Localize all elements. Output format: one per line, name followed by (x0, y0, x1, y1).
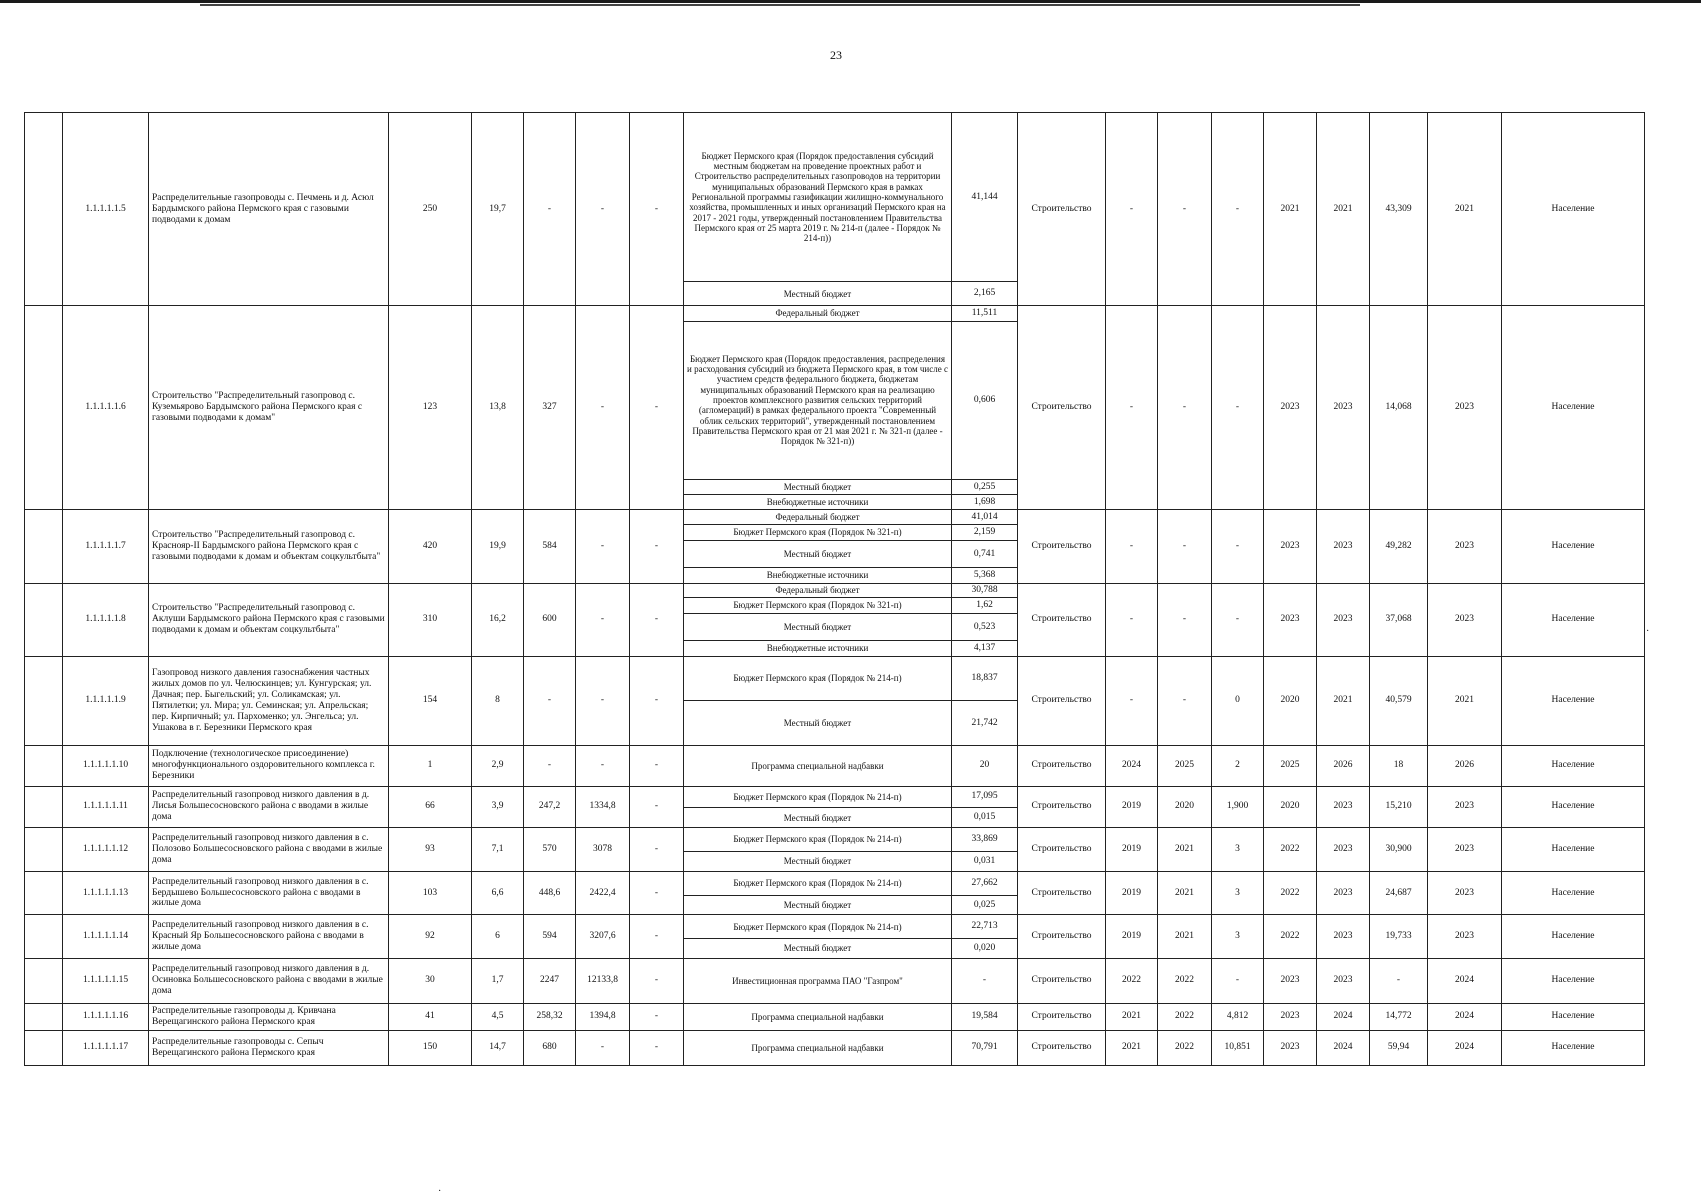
funding-source: Местный бюджет (684, 479, 952, 494)
pipe-length: 30 (389, 958, 472, 1003)
table-row (25, 583, 1645, 597)
build-cost: 40,579 (1370, 656, 1428, 746)
object-name: Распределительный газопровод низкого давления в с. Красный Яр Большесосновского района с вводами в жилые дома (149, 915, 389, 959)
table-row (25, 510, 1645, 524)
funding-amount: 0,606 (952, 321, 1018, 479)
column-value: 3078 (576, 828, 630, 872)
pipe-length: 92 (389, 915, 472, 959)
design-end: 2021 (1158, 871, 1212, 915)
build-cost: 14,772 (1370, 1003, 1428, 1030)
funding-amount: 0,523 (952, 614, 1018, 641)
row-id: 1.1.1.1.1.10 (63, 746, 149, 786)
build-cost: 37,068 (1370, 583, 1428, 656)
commission-year: 2023 (1428, 583, 1502, 656)
design-start: - (1106, 583, 1158, 656)
funding-source: Местный бюджет (684, 614, 952, 641)
design-cost: - (1212, 510, 1264, 583)
row-marker-cell (25, 786, 63, 827)
funding-amount: 41,014 (952, 510, 1018, 524)
funding-source: Бюджет Пермского края (Порядок № 321-п) (684, 524, 952, 540)
funding-source: Федеральный бюджет (684, 583, 952, 597)
column-value: - (630, 828, 684, 872)
design-cost: 3 (1212, 828, 1264, 872)
build-start: 2023 (1264, 1030, 1317, 1065)
object-name: Строительство "Распределительный газопровод с. Краснояр-II Бардымского района Пермского края с газовыми подводами к домам и объектам соцкультбыта" (149, 510, 389, 583)
consumer-category: Население (1502, 113, 1645, 306)
design-start: - (1106, 306, 1158, 510)
pipe-length: 123 (389, 306, 472, 510)
funding-source: Бюджет Пермского края (Порядок № 214-п) (684, 786, 952, 808)
scan-border-top (0, 0, 1701, 3)
row-id: 1.1.1.1.1.11 (63, 786, 149, 827)
funding-source: Бюджет Пермского края (Порядок № 321-п) (684, 597, 952, 613)
funding-amount: 0,031 (952, 852, 1018, 872)
build-end: 2026 (1317, 746, 1370, 786)
pipe-length: 310 (389, 583, 472, 656)
pressure-value: 6,6 (472, 871, 524, 915)
design-cost: 3 (1212, 915, 1264, 959)
pressure-value: 8 (472, 656, 524, 746)
column-value: 1334,8 (576, 786, 630, 827)
object-name: Строительство "Распределительный газопровод с. Куземьярово Бардымского района Пермского края с газовыми подводами к домам" (149, 306, 389, 510)
row-id: 1.1.1.1.1.15 (63, 958, 149, 1003)
commission-year: 2023 (1428, 915, 1502, 959)
pipe-length: 250 (389, 113, 472, 306)
funding-amount: 30,788 (952, 583, 1018, 597)
funding-amount: 2,165 (952, 282, 1018, 306)
commission-year: 2021 (1428, 113, 1502, 306)
column-value: 258,32 (524, 1003, 576, 1030)
funding-amount: 5,368 (952, 568, 1018, 583)
build-start: 2021 (1264, 113, 1317, 306)
funding-amount: 20 (952, 746, 1018, 786)
column-value: 2422,4 (576, 871, 630, 915)
row-marker-cell (25, 113, 63, 306)
table-row (25, 746, 1645, 786)
table-row (25, 1003, 1645, 1030)
column-value: - (576, 1030, 630, 1065)
design-start: - (1106, 656, 1158, 746)
row-marker-cell (25, 828, 63, 872)
commission-year: 2023 (1428, 306, 1502, 510)
design-end: - (1158, 583, 1212, 656)
design-start: 2021 (1106, 1030, 1158, 1065)
build-start: 2020 (1264, 786, 1317, 827)
page-number: 23 (830, 48, 842, 62)
consumer-category: Население (1502, 871, 1645, 915)
funding-amount: 41,144 (952, 113, 1018, 282)
column-value: 680 (524, 1030, 576, 1065)
funding-amount: 2,159 (952, 524, 1018, 540)
funding-amount: 70,791 (952, 1030, 1018, 1065)
pressure-value: 19,9 (472, 510, 524, 583)
funding-source: Программа специальной надбавки (684, 1003, 952, 1030)
pressure-value: 19,7 (472, 113, 524, 306)
funding-amount: 0,255 (952, 479, 1018, 494)
object-name: Распределительный газопровод низкого давления в д. Лисья Большесосновского района с вводами в жилые дома (149, 786, 389, 827)
funding-amount: 0,025 (952, 895, 1018, 915)
column-value: 12133,8 (576, 958, 630, 1003)
funding-amount: 1,62 (952, 597, 1018, 613)
pressure-value: 13,8 (472, 306, 524, 510)
build-end: 2021 (1317, 113, 1370, 306)
design-cost: 1,900 (1212, 786, 1264, 827)
consumer-category: Население (1502, 583, 1645, 656)
row-id: 1.1.1.1.1.7 (63, 510, 149, 583)
pipe-length: 41 (389, 1003, 472, 1030)
funding-amount: 0,741 (952, 540, 1018, 567)
object-name: Распределительные газопроводы д. Кривчана Верещагинского района Пермского края (149, 1003, 389, 1030)
design-start: 2022 (1106, 958, 1158, 1003)
build-cost: 24,687 (1370, 871, 1428, 915)
design-start: - (1106, 510, 1158, 583)
column-value: - (576, 746, 630, 786)
funding-source: Программа специальной надбавки (684, 1030, 952, 1065)
funding-source: Внебюджетные источники (684, 568, 952, 583)
pressure-value: 7,1 (472, 828, 524, 872)
row-marker-cell (25, 583, 63, 656)
column-value: - (524, 656, 576, 746)
column-value: - (630, 656, 684, 746)
funding-amount: - (952, 958, 1018, 1003)
pressure-value: 3,9 (472, 786, 524, 827)
commission-year: 2026 (1428, 746, 1502, 786)
build-start: 2025 (1264, 746, 1317, 786)
funding-amount: 21,742 (952, 701, 1018, 746)
table-row (25, 828, 1645, 852)
row-marker-cell (25, 915, 63, 959)
funding-source: Внебюджетные источники (684, 641, 952, 656)
column-value: - (630, 1030, 684, 1065)
funding-amount: 4,137 (952, 641, 1018, 656)
table-row (25, 1030, 1645, 1065)
funding-source: Местный бюджет (684, 540, 952, 567)
funding-amount: 22,713 (952, 915, 1018, 939)
build-cost: 30,900 (1370, 828, 1428, 872)
work-type: Строительство (1018, 583, 1106, 656)
funding-source: Федеральный бюджет (684, 510, 952, 524)
funding-amount: 17,095 (952, 786, 1018, 808)
pressure-value: 4,5 (472, 1003, 524, 1030)
design-start: 2019 (1106, 828, 1158, 872)
column-value: 1394,8 (576, 1003, 630, 1030)
work-type: Строительство (1018, 958, 1106, 1003)
design-cost: - (1212, 583, 1264, 656)
column-value: - (630, 113, 684, 306)
design-end: 2022 (1158, 1030, 1212, 1065)
funding-source: Инвестиционная программа ПАО "Газпром" (684, 958, 952, 1003)
funding-source: Федеральный бюджет (684, 306, 952, 321)
object-name: Распределительный газопровод низкого давления в с. Бердышево Большесосновского района с вводами в жилые дома (149, 871, 389, 915)
work-type: Строительство (1018, 510, 1106, 583)
pipe-length: 103 (389, 871, 472, 915)
build-end: 2023 (1317, 871, 1370, 915)
commission-year: 2024 (1428, 958, 1502, 1003)
funding-source: Местный бюджет (684, 701, 952, 746)
row-marker-cell (25, 306, 63, 510)
column-value: 448,6 (524, 871, 576, 915)
design-cost: - (1212, 306, 1264, 510)
build-end: 2023 (1317, 786, 1370, 827)
column-value: - (630, 871, 684, 915)
column-value: - (630, 306, 684, 510)
row-id: 1.1.1.1.1.14 (63, 915, 149, 959)
table-row (25, 656, 1645, 701)
build-end: 2023 (1317, 958, 1370, 1003)
column-value: - (576, 583, 630, 656)
object-name: Подключение (технологическое присоединение) многофункционального оздоровительного комплекса г. Березники (149, 746, 389, 786)
design-end: - (1158, 656, 1212, 746)
pipe-length: 420 (389, 510, 472, 583)
build-start: 2023 (1264, 583, 1317, 656)
design-cost: - (1212, 113, 1264, 306)
object-name: Газопровод низкого давления газоснабжения частных жилых домов по ул. Челюскинцев; ул. Кунгурская; ул. Дачная; пер. Быгельский; ул. Соликамская; ул. Пятилетки; ул. Мира; ул. Семинская; ул. Апрельская; пер. Кирпичный; ул. Пархоменко; ул. Энгельса; ул. Ушакова в г. Березники Пермского края (149, 656, 389, 746)
row-id: 1.1.1.1.1.16 (63, 1003, 149, 1030)
column-value: - (630, 583, 684, 656)
build-start: 2022 (1264, 915, 1317, 959)
funding-source: Бюджет Пермского края (Порядок предоставления субсидий местным бюджетам на проведение проектных работ и Строительство распределительных газопроводов на территории муниципальных образований Пермского края в рамках Региональной программы газификации жилищно-коммунального хозяйства, промышленных и иных организаций Пермского края на 2017 - 2021 годы, утвержденный постановлением Правительства Пермского края от 25 марта 2019 г. № 214-п (далее - Порядок № 214-п)) (684, 113, 952, 282)
build-end: 2023 (1317, 915, 1370, 959)
work-type: Строительство (1018, 1003, 1106, 1030)
row-marker-cell (25, 510, 63, 583)
funding-amount: 0,020 (952, 939, 1018, 959)
commission-year: 2023 (1428, 871, 1502, 915)
build-start: 2023 (1264, 958, 1317, 1003)
funding-amount: 27,662 (952, 871, 1018, 895)
funding-source: Местный бюджет (684, 808, 952, 828)
column-value: 594 (524, 915, 576, 959)
consumer-category: Население (1502, 656, 1645, 746)
row-id: 1.1.1.1.1.13 (63, 871, 149, 915)
column-value: - (576, 656, 630, 746)
work-type: Строительство (1018, 915, 1106, 959)
row-marker-cell (25, 1003, 63, 1030)
scan-speck: · (438, 1186, 442, 1197)
design-cost: 3 (1212, 871, 1264, 915)
work-type: Строительство (1018, 786, 1106, 827)
funding-source: Местный бюджет (684, 895, 952, 915)
pipe-length: 93 (389, 828, 472, 872)
table-row (25, 871, 1645, 895)
build-cost: 43,309 (1370, 113, 1428, 306)
build-cost: 14,068 (1370, 306, 1428, 510)
funding-source: Бюджет Пермского края (Порядок № 214-п) (684, 871, 952, 895)
build-start: 2020 (1264, 656, 1317, 746)
build-start: 2023 (1264, 510, 1317, 583)
funding-amount: 33,869 (952, 828, 1018, 852)
column-value: - (630, 915, 684, 959)
design-end: 2020 (1158, 786, 1212, 827)
column-value: - (630, 1003, 684, 1030)
funding-amount: 0,015 (952, 808, 1018, 828)
table-row (25, 786, 1645, 808)
commission-year: 2023 (1428, 828, 1502, 872)
consumer-category: Население (1502, 915, 1645, 959)
row-id: 1.1.1.1.1.12 (63, 828, 149, 872)
funding-source: Бюджет Пермского края (Порядок № 214-п) (684, 828, 952, 852)
design-end: - (1158, 113, 1212, 306)
design-end: 2022 (1158, 1003, 1212, 1030)
build-cost: 15,210 (1370, 786, 1428, 827)
column-value: 247,2 (524, 786, 576, 827)
consumer-category: Население (1502, 958, 1645, 1003)
object-name: Распределительный газопровод низкого давления в с. Полозово Большесосновского района с вводами в жилые дома (149, 828, 389, 872)
design-cost: 0 (1212, 656, 1264, 746)
build-end: 2023 (1317, 306, 1370, 510)
object-name: Строительство "Распределительный газопровод с. Аклуши Бардымского района Пермского края с газовыми подводами к домам и объектам соцкультбыта" (149, 583, 389, 656)
work-type: Строительство (1018, 1030, 1106, 1065)
column-value: 3207,6 (576, 915, 630, 959)
work-type: Строительство (1018, 656, 1106, 746)
consumer-category: Население (1502, 1030, 1645, 1065)
row-marker-cell (25, 871, 63, 915)
build-cost: 18 (1370, 746, 1428, 786)
design-end: - (1158, 306, 1212, 510)
column-value: 327 (524, 306, 576, 510)
build-start: 2023 (1264, 1003, 1317, 1030)
funding-source: Внебюджетные источники (684, 495, 952, 510)
work-type: Строительство (1018, 306, 1106, 510)
work-type: Строительство (1018, 113, 1106, 306)
pressure-value: 16,2 (472, 583, 524, 656)
scan-border-line (200, 4, 1360, 6)
build-end: 2023 (1317, 583, 1370, 656)
row-marker-cell (25, 746, 63, 786)
design-start: 2019 (1106, 915, 1158, 959)
design-start: 2019 (1106, 871, 1158, 915)
work-type: Строительство (1018, 871, 1106, 915)
build-end: 2024 (1317, 1003, 1370, 1030)
build-start: 2023 (1264, 306, 1317, 510)
consumer-category: Население (1502, 306, 1645, 510)
column-value: - (576, 306, 630, 510)
table-row (25, 113, 1645, 282)
pipe-length: 154 (389, 656, 472, 746)
consumer-category: Население (1502, 746, 1645, 786)
build-start: 2022 (1264, 871, 1317, 915)
commission-year: 2023 (1428, 786, 1502, 827)
commission-year: 2023 (1428, 510, 1502, 583)
work-type: Строительство (1018, 828, 1106, 872)
design-start: 2021 (1106, 1003, 1158, 1030)
build-cost: - (1370, 958, 1428, 1003)
build-cost: 59,94 (1370, 1030, 1428, 1065)
row-marker-cell (25, 1030, 63, 1065)
table-row (25, 915, 1645, 939)
funding-source: Бюджет Пермского края (Порядок предоставления, распределения и расходования субсидий из бюджета Пермского края, в том числе с участием средств федерального бюджета, бюджетам муниципальных образований Пермского края на реализацию проектов комплексного развития сельских территорий (агломераций) в рамках федерального проекта "Современный облик сельских территорий", утвержденный постановлением Правительства Пермского края от 21 мая 2021 г. № 321-п (далее - Порядок № 321-п)) (684, 321, 952, 479)
funding-amount: 11,511 (952, 306, 1018, 321)
build-end: 2023 (1317, 510, 1370, 583)
design-cost: 4,812 (1212, 1003, 1264, 1030)
column-value: - (524, 746, 576, 786)
commission-year: 2021 (1428, 656, 1502, 746)
pressure-value: 6 (472, 915, 524, 959)
column-value: 600 (524, 583, 576, 656)
funding-source: Бюджет Пермского края (Порядок № 214-п) (684, 915, 952, 939)
design-end: 2025 (1158, 746, 1212, 786)
column-value: 584 (524, 510, 576, 583)
consumer-category: Население (1502, 1003, 1645, 1030)
pipe-length: 1 (389, 746, 472, 786)
pressure-value: 1,7 (472, 958, 524, 1003)
commission-year: 2024 (1428, 1003, 1502, 1030)
column-value: - (630, 746, 684, 786)
design-start: 2024 (1106, 746, 1158, 786)
design-cost: 10,851 (1212, 1030, 1264, 1065)
row-id: 1.1.1.1.1.17 (63, 1030, 149, 1065)
row-id: 1.1.1.1.1.5 (63, 113, 149, 306)
build-start: 2022 (1264, 828, 1317, 872)
column-value: 2247 (524, 958, 576, 1003)
pressure-value: 14,7 (472, 1030, 524, 1065)
table-body (25, 113, 1645, 1066)
consumer-category: Население (1502, 510, 1645, 583)
design-end: 2022 (1158, 958, 1212, 1003)
table-row (25, 306, 1645, 321)
build-cost: 19,733 (1370, 915, 1428, 959)
column-value: - (630, 786, 684, 827)
column-value: - (576, 510, 630, 583)
program-table (24, 112, 1645, 1066)
funding-amount: 19,584 (952, 1003, 1018, 1030)
scan-speck: · (1646, 626, 1650, 637)
funding-source: Программа специальной надбавки (684, 746, 952, 786)
commission-year: 2024 (1428, 1030, 1502, 1065)
design-end: - (1158, 510, 1212, 583)
design-end: 2021 (1158, 828, 1212, 872)
row-marker-cell (25, 656, 63, 746)
consumer-category: Население (1502, 828, 1645, 872)
pipe-length: 66 (389, 786, 472, 827)
build-end: 2024 (1317, 1030, 1370, 1065)
column-value: - (630, 510, 684, 583)
funding-source: Местный бюджет (684, 939, 952, 959)
row-marker-cell (25, 958, 63, 1003)
row-id: 1.1.1.1.1.8 (63, 583, 149, 656)
object-name: Распределительный газопровод низкого давления в д. Осиновка Большесосновского района с вводами в жилые дома (149, 958, 389, 1003)
funding-amount: 18,837 (952, 656, 1018, 701)
pressure-value: 2,9 (472, 746, 524, 786)
column-value: - (576, 113, 630, 306)
column-value: - (524, 113, 576, 306)
funding-source: Местный бюджет (684, 852, 952, 872)
build-end: 2023 (1317, 828, 1370, 872)
object-name: Распределительные газопроводы с. Печмень и д. Асюл Бардымского района Пермского края с газовыми подводами к домам (149, 113, 389, 306)
design-start: 2019 (1106, 786, 1158, 827)
funding-source: Бюджет Пермского края (Порядок № 214-п) (684, 656, 952, 701)
build-end: 2021 (1317, 656, 1370, 746)
design-start: - (1106, 113, 1158, 306)
object-name: Распределительные газопроводы с. Сепыч Верещагинского района Пермского края (149, 1030, 389, 1065)
design-end: 2021 (1158, 915, 1212, 959)
row-id: 1.1.1.1.1.6 (63, 306, 149, 510)
column-value: 570 (524, 828, 576, 872)
build-cost: 49,282 (1370, 510, 1428, 583)
funding-amount: 1,698 (952, 495, 1018, 510)
row-id: 1.1.1.1.1.9 (63, 656, 149, 746)
pipe-length: 150 (389, 1030, 472, 1065)
design-cost: 2 (1212, 746, 1264, 786)
work-type: Строительство (1018, 746, 1106, 786)
table-row (25, 958, 1645, 1003)
column-value: - (630, 958, 684, 1003)
funding-source: Местный бюджет (684, 282, 952, 306)
design-cost: - (1212, 958, 1264, 1003)
consumer-category: Население (1502, 786, 1645, 827)
